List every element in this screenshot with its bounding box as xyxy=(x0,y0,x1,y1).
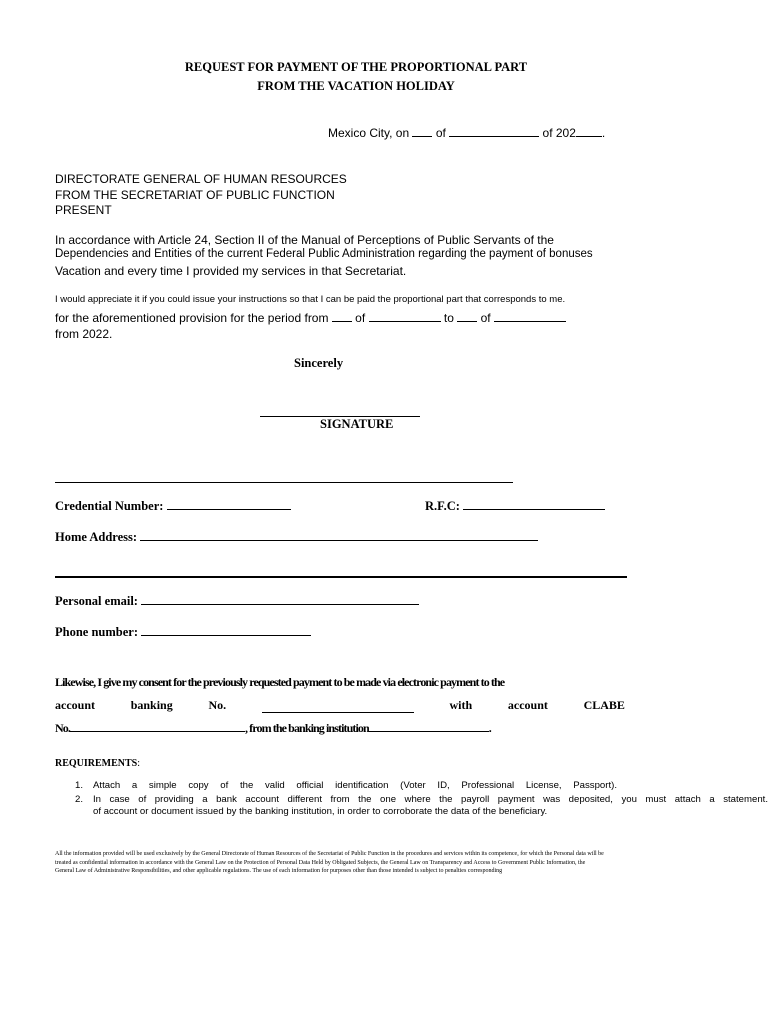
requirement-2-number: 2. xyxy=(75,794,84,805)
period-prefix: for the aforementioned provision for the period from xyxy=(55,311,329,325)
phone-field xyxy=(55,625,311,640)
requirements-heading xyxy=(55,758,140,769)
period-end-day-blank[interactable] xyxy=(457,320,477,322)
period-start-month-blank[interactable] xyxy=(369,320,441,322)
year-blank[interactable] xyxy=(576,135,602,137)
credential-field xyxy=(55,499,291,514)
date-of-1: of xyxy=(435,126,446,140)
requirement-1-number: 1. xyxy=(75,780,84,791)
consent-word-banking: banking xyxy=(130,698,173,712)
email-label: Personal email: xyxy=(55,594,138,608)
rfc-blank[interactable] xyxy=(463,508,605,510)
intro-line1: In accordance with Article 24, Section II of the Manual of Perceptions of Public Servants of the xyxy=(55,233,554,247)
intro-line2: Dependencies and Entities of the current Federal Public Administration regarding the payment of bonuses xyxy=(55,248,593,260)
date-end: . xyxy=(601,126,606,140)
name-line[interactable] xyxy=(55,482,513,483)
home-address-label: Home Address: xyxy=(55,530,138,544)
account-number-blank[interactable] xyxy=(262,711,414,713)
consent-line3-end: . xyxy=(488,721,491,735)
home-address-line2[interactable] xyxy=(55,576,627,578)
phone-label: Phone number: xyxy=(55,625,138,639)
requirement-2-continuation: of account or document issued by the banking institution, in order to corroborate the data of the beneficiary. xyxy=(93,806,548,817)
consent-line2 xyxy=(55,698,625,713)
date-of-2: of 202 xyxy=(542,126,576,140)
consent-word-with: with xyxy=(449,698,473,712)
consent-word-no: No. xyxy=(208,698,227,712)
addressee-line1: DIRECTORATE GENERAL OF HUMAN RESOURCES xyxy=(55,172,347,186)
rfc-field xyxy=(425,499,605,514)
date-line xyxy=(328,126,605,140)
request-small-line: I would appreciate it if you could issue your instructions so that I can be paid the proportional part that corresponds to me. xyxy=(55,294,566,305)
consent-line3-mid: , from the banking institution xyxy=(244,721,369,735)
credential-blank[interactable] xyxy=(167,508,291,510)
document-title-line1: REQUEST FOR PAYMENT OF THE PROPORTIONAL PART xyxy=(184,60,528,74)
clabe-blank[interactable] xyxy=(70,730,245,732)
month-blank[interactable] xyxy=(449,135,539,137)
period-end-month-blank[interactable] xyxy=(494,320,566,322)
sincerely-text: Sincerely xyxy=(294,356,344,370)
intro-line3: Vacation and every time I provided my services in that Secretariat. xyxy=(55,264,407,278)
home-address-blank[interactable] xyxy=(140,539,538,541)
consent-word-account: account xyxy=(55,698,95,712)
bank-institution-blank[interactable] xyxy=(369,730,489,732)
rfc-label: R.F.C: xyxy=(425,499,460,513)
consent-line3-no: No. xyxy=(55,721,70,735)
consent-line3 xyxy=(55,721,491,736)
requirement-2-text: In case of providing a bank account different from the one where the payroll payment was deposited, you must attach a statement. xyxy=(93,794,768,805)
privacy-notice: All the information provided will be used exclusively by the General Directorate of Human Resources of the Secretariat of Public Function in the procedures and services within its competence, for which the Personal data will be treated as confidential information in accordance with the General Law on the Protection of Personal Data Held by Obligated Subjects, the General Law on Transparency and Access to Government Public Information, the General Law of Administrative Responsibilities, and other applicable regulations. The use of each information for purposes other than those intended is subject to penalties corresponding xyxy=(55,851,604,875)
period-of-2: of xyxy=(480,311,491,325)
requirements-heading-colon: : xyxy=(137,758,141,769)
addressee-line2: FROM THE SECRETARIAT OF PUBLIC FUNCTION xyxy=(55,188,335,202)
requirement-1-text: Attach a simple copy of the valid official identification (Voter ID, Professional License, Passport). xyxy=(93,780,617,791)
consent-line1: Likewise, I give my consent for the previously requested payment to be made via electronic payment to the xyxy=(55,675,505,689)
addressee-line3: PRESENT xyxy=(55,203,112,217)
requirements-heading-text: REQUIREMENTS xyxy=(55,758,138,769)
date-prefix: Mexico City, on xyxy=(328,126,410,140)
period-to: to xyxy=(443,311,454,325)
credential-label: Credential Number: xyxy=(55,499,164,513)
period-start-day-blank[interactable] xyxy=(332,320,352,322)
document-title-line2: FROM THE VACATION HOLIDAY xyxy=(257,79,455,93)
home-address-field xyxy=(55,530,538,545)
email-blank[interactable] xyxy=(141,603,419,605)
day-blank[interactable] xyxy=(412,135,432,137)
email-field xyxy=(55,594,419,609)
period-of-1: of xyxy=(355,311,366,325)
consent-word-clabe: CLABE xyxy=(583,698,625,712)
consent-word-account2: account xyxy=(507,698,548,712)
signature-label: SIGNATURE xyxy=(320,417,394,431)
period-line xyxy=(55,311,566,325)
phone-blank[interactable] xyxy=(141,634,311,636)
year-line: from 2022. xyxy=(55,327,113,341)
